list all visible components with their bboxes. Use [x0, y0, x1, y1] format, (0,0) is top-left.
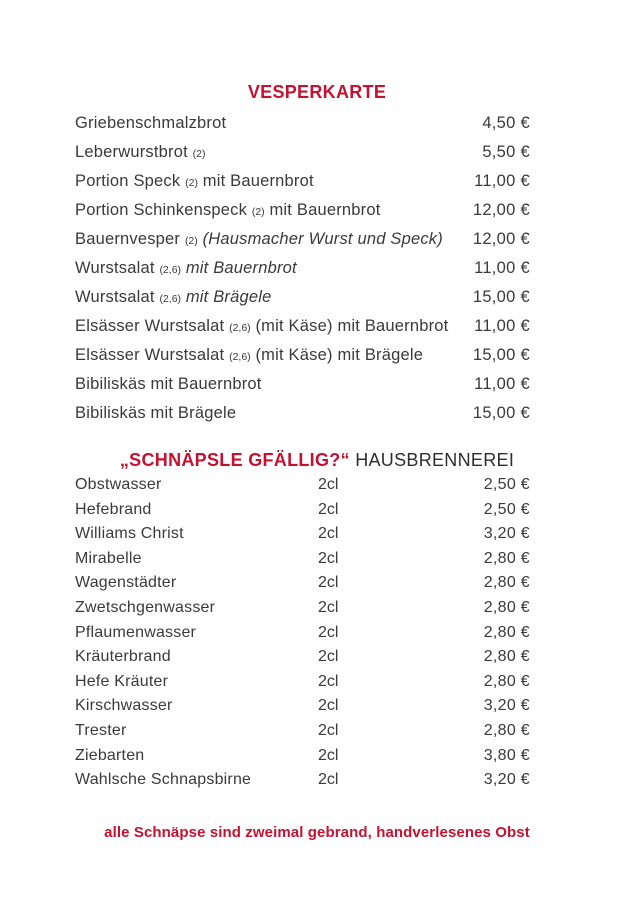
item-name — [75, 342, 458, 371]
item-price: 12,00 € — [472, 230, 530, 248]
item-price: 11,00 € — [474, 317, 530, 335]
item-quantity: 2cl — [318, 746, 339, 764]
item-name-text: Wurstsalat — [75, 288, 155, 306]
item-name: Ziebarten — [75, 746, 145, 764]
item-quantity: 2cl — [318, 549, 339, 567]
vesper-section-title: VESPERKARTE — [247, 82, 387, 102]
item-name: Hefe Kräuter — [75, 672, 169, 690]
vesper-item-row — [75, 342, 530, 371]
schnaps-item-row — [75, 670, 530, 695]
schnaps-section-title — [0, 450, 634, 471]
item-quantity: 2cl — [318, 476, 339, 493]
vesper-item-row — [75, 197, 530, 226]
item-name-text: Elsässer Wurstsalat — [75, 346, 225, 364]
item-footnote: (2) — [184, 235, 198, 247]
item-price: 3,20 € — [483, 525, 530, 543]
vesper-item-row — [75, 400, 530, 429]
item-price: 11,00 € — [474, 172, 530, 190]
item-name — [75, 226, 458, 255]
item-footnote: (2,6) — [229, 322, 251, 334]
schnaps-item-row — [75, 473, 530, 498]
item-quantity: 2cl — [318, 500, 339, 518]
item-name: Mirabelle — [75, 549, 142, 567]
item-quantity: 2cl — [318, 623, 339, 641]
schnaps-item-row — [75, 571, 530, 596]
item-quantity: 2cl — [318, 697, 339, 715]
schnaps-item-row — [75, 744, 530, 769]
item-price: 2,80 € — [483, 672, 530, 690]
schnaps-title-rest: HAUSBRENNEREI — [355, 450, 515, 470]
item-name-text: Bauernvesper — [75, 230, 181, 248]
item-price: 2,80 € — [483, 574, 530, 592]
item-name-text: Bibiliskäs mit Brägele — [75, 404, 237, 422]
vesper-item-row — [75, 139, 530, 168]
item-quantity: 2cl — [318, 672, 339, 690]
vesper-item-row — [75, 313, 530, 342]
item-name — [75, 400, 458, 429]
item-name: Kirschwasser — [75, 697, 173, 715]
item-name — [75, 371, 458, 400]
item-price: 2,80 € — [483, 598, 530, 616]
vesper-item-row — [75, 371, 530, 400]
item-name-text: Griebenschmalzbrot — [75, 114, 227, 132]
vesper-item-list — [0, 110, 634, 429]
item-price: 2,50 € — [483, 500, 530, 518]
item-price: 4,50 € — [482, 114, 530, 132]
item-name: Wagenstädter — [75, 574, 177, 592]
item-name — [75, 313, 458, 342]
item-name-text: Bibiliskäs mit Bauernbrot — [75, 375, 262, 393]
item-name: Hefebrand — [75, 500, 152, 518]
item-name — [75, 255, 458, 284]
schnaps-item-row — [75, 719, 530, 744]
vesper-item-row — [75, 255, 530, 284]
item-quantity: 2cl — [318, 648, 339, 666]
item-footnote: (2,6) — [159, 293, 182, 305]
item-price: 3,80 € — [483, 746, 530, 764]
schnaps-item-row — [75, 522, 530, 547]
schnaps-item-row — [75, 547, 530, 572]
item-name-text: Portion Schinkenspeck — [75, 201, 248, 219]
item-price: 3,20 € — [483, 771, 530, 789]
item-name — [75, 110, 458, 139]
item-quantity: 2cl — [318, 771, 339, 789]
item-price: 5,50 € — [482, 143, 530, 161]
item-footnote: (2) — [185, 177, 198, 189]
vesper-item-row — [75, 226, 530, 255]
item-name: Williams Christ — [75, 525, 184, 543]
item-name-text: Wurstsalat — [75, 259, 155, 277]
item-footnote: (2) — [251, 206, 265, 218]
item-price: 2,80 € — [483, 648, 530, 666]
vesper-item-row — [75, 168, 530, 197]
item-price: 2,50 € — [483, 476, 530, 493]
item-name: Trester — [75, 721, 127, 739]
item-suffix: mit Bauernbrot — [269, 201, 381, 219]
item-name — [75, 284, 458, 313]
item-suffix: (mit Käse) mit Brägele — [255, 346, 424, 364]
item-name: Wahlsche Schnapsbirne — [75, 771, 252, 789]
item-quantity: 2cl — [318, 574, 339, 592]
item-name-text: Portion Speck — [75, 172, 181, 190]
item-name — [75, 168, 458, 197]
item-footnote: (2,6) — [229, 351, 251, 363]
schnaps-item-row — [75, 694, 530, 719]
item-price: 15,00 € — [472, 346, 530, 364]
schnaps-item-list — [0, 473, 634, 793]
schnaps-item-row — [75, 498, 530, 523]
footer-note: alle Schnäpse sind zweimal gebrand, handverlesenes Obst — [104, 823, 530, 841]
vesper-item-row — [75, 110, 530, 139]
item-desc-italic: mit Bauernbrot — [185, 259, 297, 277]
item-desc-italic: mit Brägele — [185, 288, 272, 306]
schnaps-item-row — [75, 768, 530, 793]
item-footnote: (2) — [192, 148, 206, 160]
item-price: 3,20 € — [483, 697, 530, 715]
item-name: Obstwasser — [75, 476, 162, 493]
item-suffix: mit Bauernbrot — [202, 172, 314, 190]
item-price: 11,00 € — [474, 259, 530, 277]
schnaps-title-red: „SCHNÄPSLE GFÄLLIG?“ — [119, 450, 350, 470]
item-suffix: (mit Käse) mit Bauernbrot — [255, 317, 449, 335]
item-price: 15,00 € — [472, 288, 530, 306]
item-price: 12,00 € — [472, 201, 530, 219]
item-name-text: Elsässer Wurstsalat — [75, 317, 225, 335]
item-price: 2,80 € — [483, 549, 530, 567]
vesper-item-row — [75, 284, 530, 313]
item-price: 11,00 € — [474, 375, 530, 393]
schnaps-item-row — [75, 596, 530, 621]
item-quantity: 2cl — [318, 598, 339, 616]
item-name — [75, 197, 458, 226]
item-price: 15,00 € — [472, 404, 530, 422]
item-quantity: 2cl — [318, 525, 339, 543]
item-name: Kräuterbrand — [75, 648, 171, 666]
item-name: Pflaumenwasser — [75, 623, 197, 641]
item-quantity: 2cl — [318, 721, 339, 739]
schnaps-item-row — [75, 621, 530, 646]
item-price: 2,80 € — [483, 721, 530, 739]
item-desc-italic: (Hausmacher Wurst und Speck) — [202, 230, 443, 248]
item-name-text: Leberwurstbrot — [75, 143, 188, 161]
schnaps-item-row — [75, 645, 530, 670]
item-name: Zwetschgenwasser — [75, 598, 216, 616]
item-price: 2,80 € — [483, 623, 530, 641]
item-name — [75, 139, 458, 168]
item-footnote: (2,6) — [159, 264, 182, 276]
